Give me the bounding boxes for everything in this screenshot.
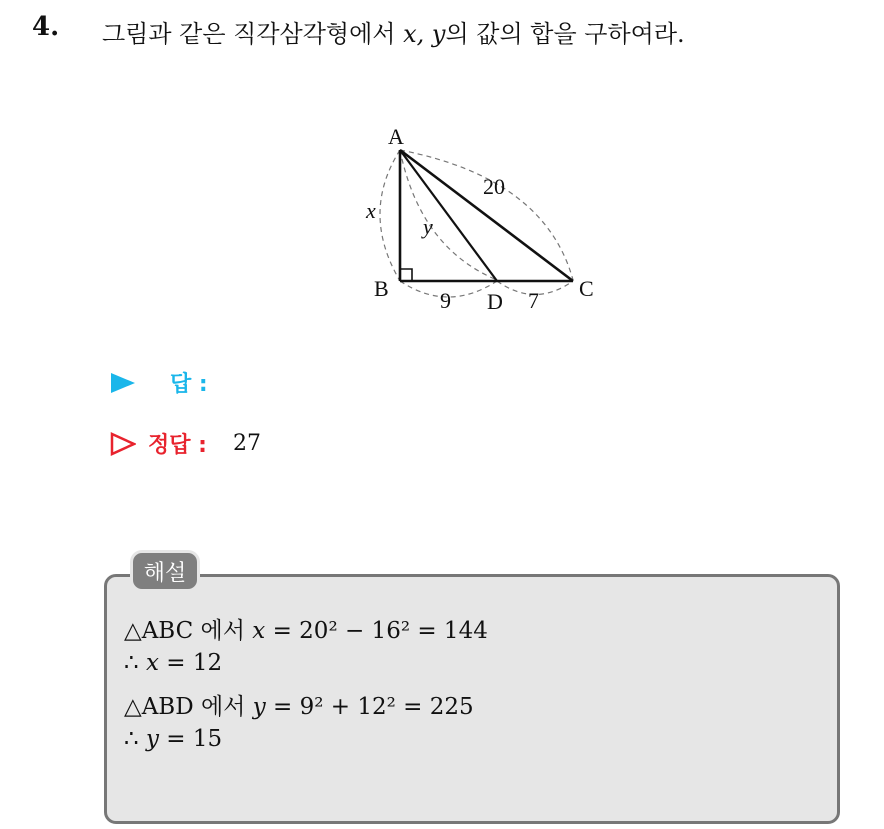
correct-answer-label: 정답 : bbox=[148, 433, 207, 458]
solution-line-rest: = 12 bbox=[158, 650, 223, 676]
question-variables: x, y bbox=[403, 20, 446, 48]
solution-line-3 bbox=[124, 688, 474, 721]
dimension-arcs bbox=[380, 150, 573, 297]
solution-line-1 bbox=[124, 612, 488, 645]
solution-line-4 bbox=[124, 726, 222, 752]
segment-ad bbox=[400, 150, 497, 281]
solution-line-prefix: ∴ bbox=[124, 650, 146, 676]
play-triangle-icon bbox=[110, 372, 136, 394]
question-text bbox=[102, 14, 685, 49]
side-ac-length: 20 bbox=[483, 174, 505, 199]
correct-answer-row bbox=[110, 428, 261, 459]
solution-line-var: y bbox=[252, 694, 266, 720]
segment-bd-length: 9 bbox=[440, 288, 451, 313]
solution-line-var: x bbox=[145, 650, 159, 676]
solution-tab: 해설 bbox=[130, 550, 200, 592]
side-x-label: x bbox=[366, 198, 376, 223]
question-number: 4. bbox=[32, 12, 60, 42]
solution-line-rest: = 9² + 12² = 225 bbox=[265, 694, 474, 720]
vertex-d-label: D bbox=[487, 289, 503, 314]
segment-dc-length: 7 bbox=[528, 288, 539, 313]
solution-line-2 bbox=[124, 650, 222, 676]
solution-line-prefix: △ABD 에서 bbox=[124, 694, 253, 720]
arc-ab bbox=[380, 150, 400, 281]
question-text-after: 의 값의 합을 구하여라. bbox=[445, 20, 685, 48]
answer-label: 답 : bbox=[170, 372, 208, 397]
solution-line-rest: = 20² − 16² = 144 bbox=[265, 618, 488, 644]
solution-line-var: x bbox=[252, 618, 266, 644]
correct-answer-value: 27 bbox=[232, 431, 261, 456]
vertex-a-label: A bbox=[388, 124, 404, 149]
play-outline-icon bbox=[110, 432, 136, 456]
answer-row bbox=[110, 367, 208, 398]
solution-line-prefix: ∴ bbox=[124, 726, 146, 752]
solution-line-prefix: △ABC 에서 bbox=[124, 618, 253, 644]
segment-y-label: y bbox=[423, 214, 433, 239]
vertex-c-label: C bbox=[579, 276, 594, 301]
question-text-before: 그림과 같은 직각삼각형에서 bbox=[102, 20, 404, 48]
solution-line-rest: = 15 bbox=[158, 726, 223, 752]
vertex-b-label: B bbox=[374, 276, 389, 301]
right-angle-mark bbox=[400, 269, 412, 281]
solution-line-var: y bbox=[145, 726, 159, 752]
triangle-figure bbox=[360, 118, 620, 318]
